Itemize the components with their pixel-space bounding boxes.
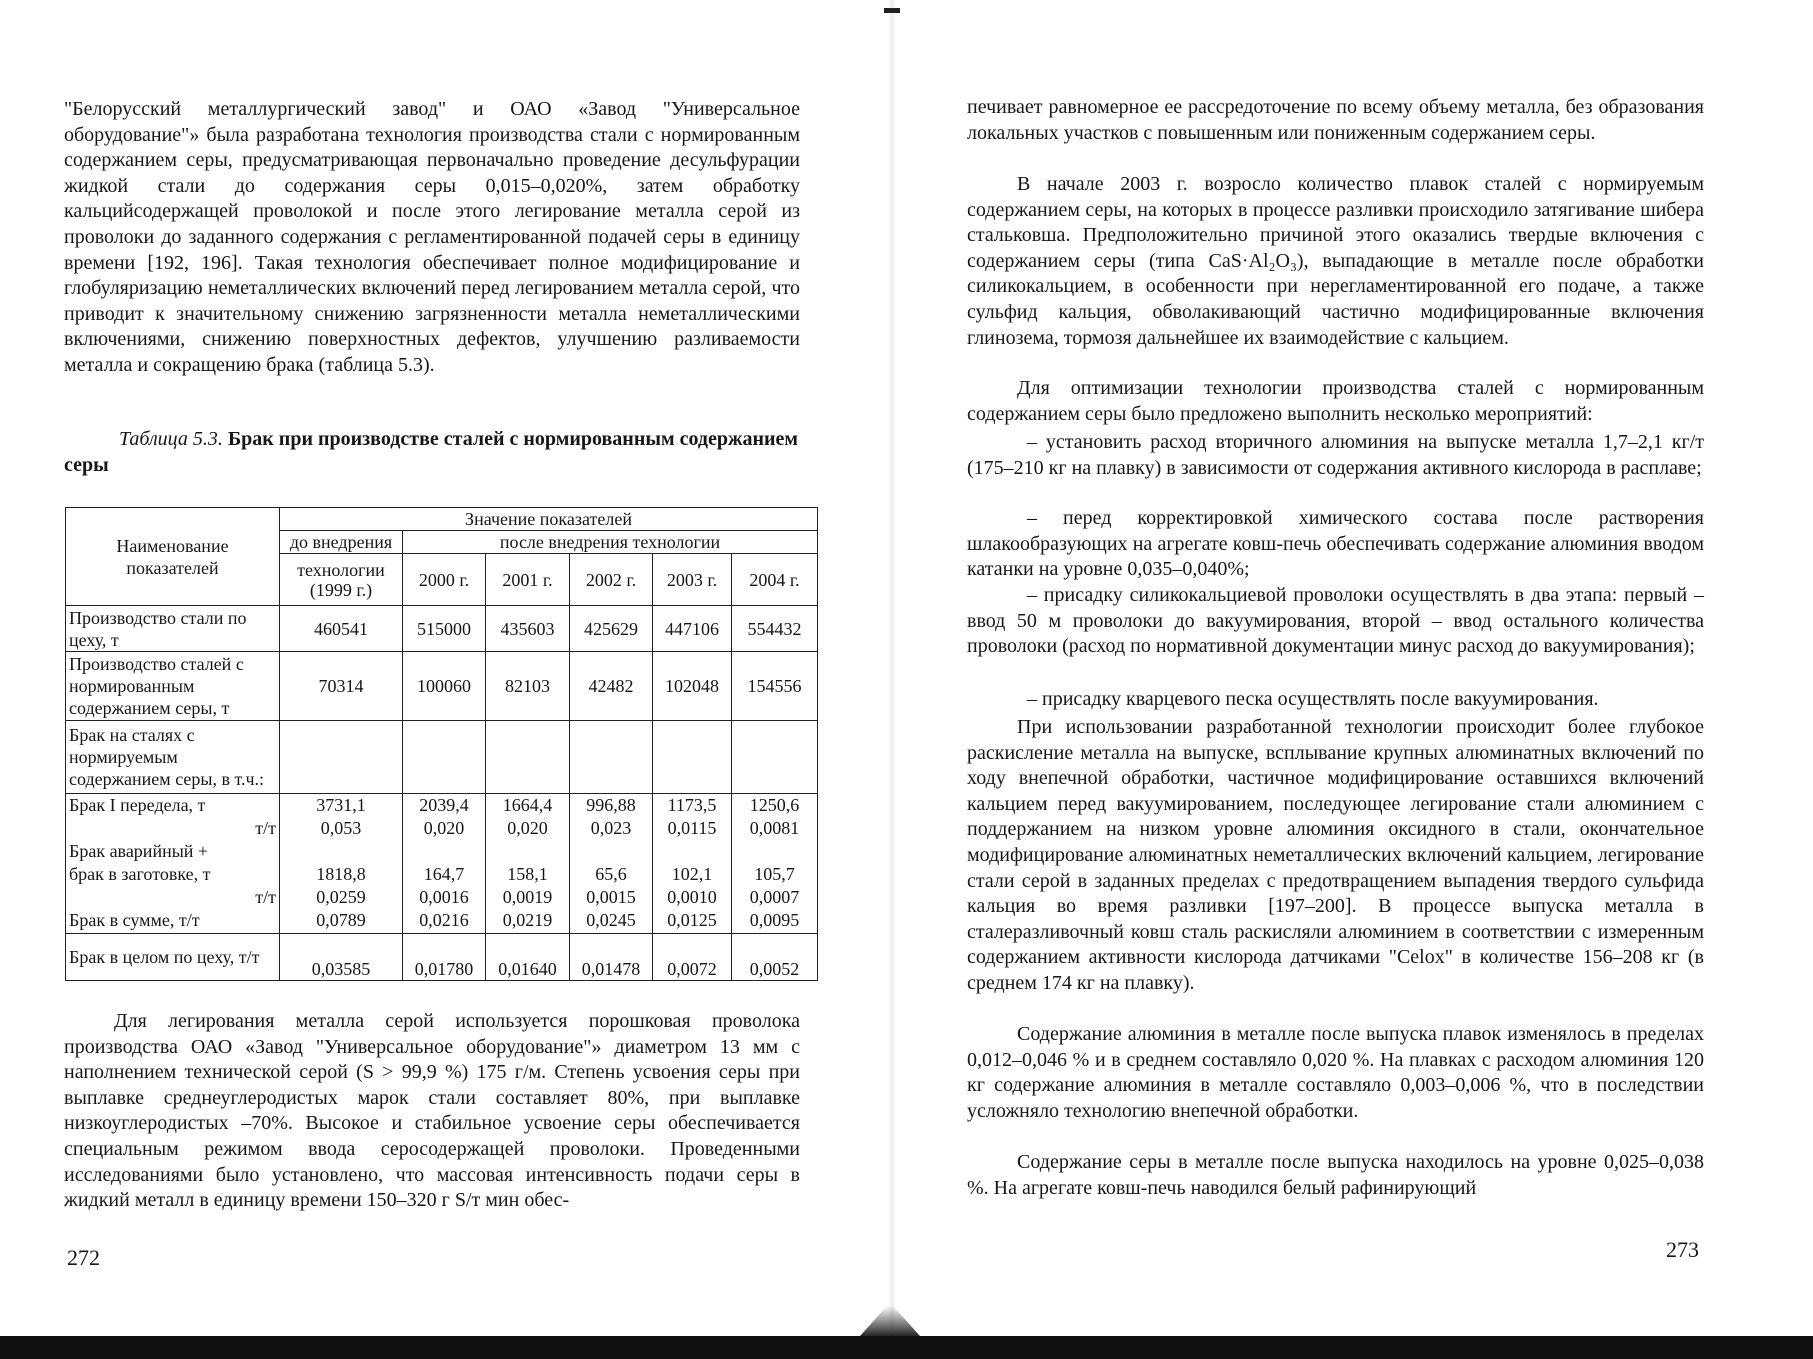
header-year: 2002 г. bbox=[570, 554, 653, 606]
header-year: 2003 г. bbox=[653, 554, 732, 606]
label-total: Брак в сумме, т/т bbox=[69, 910, 200, 930]
row-label: Производство стали по цеху, т bbox=[66, 606, 280, 652]
cell-value: 1250,6 bbox=[749, 795, 800, 815]
right-paragraph-2: В начале 2003 г. возросло количество плавок сталей с нормируемым содержанием серы, на которых в процессе разливки происходило затягивание шибера стальковша. Предположительно причиной этого оказались твердые включения с содержанием серы (типа CaS·Al₂O₃), выпадающие в металле после обработки силикокальцием, в особенности при нерегламентированной его подаче, а также сульфид кальция, обволакивающий частично модифицированные включения глинозема, тормозя дальнейшее их взаимодействие с кальцием. bbox=[967, 173, 1704, 349]
table-row-defect-group bbox=[66, 794, 818, 934]
header-after-group: после внедрения технологии bbox=[403, 531, 818, 554]
right-paragraph-4: – установить расход вторичного алюминия на выпуске металла 1,7–2,1 кг/т (175–210 кг на плавку) в зависимости от содержания активного кислорода в расплаве; bbox=[967, 431, 1704, 479]
cell-value: 102,1 bbox=[671, 864, 713, 884]
cell: 0,01640 bbox=[486, 934, 570, 981]
cell: 425629 bbox=[570, 606, 653, 652]
right-paragraph-5: – перед корректировкой химического состава после растворения шлакообразующих на агрегате ковш-печь обеспечивать содержание алюминия вводом катанки на уровне 0,035–0,040%; bbox=[967, 507, 1704, 581]
left-paragraph-2: Для легирования металла серой используется порошковая проволока производства ОАО «Завод "Универсальное оборудование"» диаметром 13 мм с наполнением технической серой (S > 99,9 %) 175 г/м. Степень усвоения серы при выплавке среднеуглеродистых марок стали составляет 80%, при выплавке низкоуглеродистых –70%. Высокое и стабильное усвоение серы обеспечивается специальным режимом ввода серосодержащей проволоки. Проведенными исследованиями было установлено, что массовая интенсивность подачи серы в жидкий металл в единицу времени 150–320 г S/т мин обес- bbox=[64, 1010, 800, 1212]
cell-value: 0,0015 bbox=[586, 887, 636, 907]
cell-value: 3731,1 bbox=[316, 795, 366, 815]
header-year: 2004 г. bbox=[732, 554, 818, 606]
cell-value: 0,020 bbox=[507, 818, 548, 838]
cell-value: 164,7 bbox=[423, 864, 465, 884]
cell: 447106 bbox=[653, 606, 732, 652]
cell-value: 0,0081 bbox=[749, 818, 800, 838]
cell-stack bbox=[653, 794, 732, 934]
header-before: до внедрения bbox=[280, 531, 403, 554]
table-header-row-1 bbox=[66, 508, 818, 531]
cell-spacer bbox=[656, 840, 728, 863]
cell-value: 0,0010 bbox=[667, 887, 717, 907]
cell-stack bbox=[403, 794, 486, 934]
cell-spacer bbox=[489, 840, 566, 863]
cell-value: 158,1 bbox=[507, 864, 548, 884]
page-number-left: 272 bbox=[67, 1245, 100, 1270]
cell-value: 0,020 bbox=[423, 818, 465, 838]
cell-value: 2039,4 bbox=[419, 795, 469, 815]
table-caption bbox=[64, 427, 800, 478]
row-label-group bbox=[66, 794, 280, 934]
cell bbox=[486, 721, 570, 794]
header-year: 2000 г. bbox=[403, 554, 486, 606]
cell-value: 0,0016 bbox=[419, 887, 469, 907]
cell-value: 0,0219 bbox=[502, 910, 553, 930]
cell-value: 0,0789 bbox=[316, 910, 366, 930]
label-emergency: Брак аварийный + bbox=[69, 841, 209, 861]
right-paragraph-8: При использовании разработанной технологии происходит более глубокое раскисление металла на выпуске, всплывание крупных алюминатных включений по ходу внепечной обработки, частичное модифицирование оставшихся включений кальцием перед вакуумированием, последующее легирование стали алюминием с поддержанием на низком уровне алюминия оксидного в стали, окончательное модифицирование алюминатных неметаллических включений кальцием, легирование стали серой в заданных пределах с предотвращением выпадения твердого сульфида кальция во время разливки [197–200]. В процессе выпуска металла в сталеразливочный ковш сталь раскисляли алюминием в соответствии с измеренным содержанием активности кислорода датчиками "Celox" в количестве 156–208 кг (в среднем 174 кг на плавку). bbox=[967, 716, 1704, 994]
header-year: 2001 г. bbox=[486, 554, 570, 606]
table-caption-title: Брак при производстве сталей с нормированным содержанием серы bbox=[64, 428, 799, 476]
row-label: Производство сталей с нормированным содержанием серы, т bbox=[66, 652, 280, 721]
cell-spacer bbox=[573, 840, 649, 863]
cell bbox=[732, 721, 818, 794]
cell: 515000 bbox=[403, 606, 486, 652]
cell: 100060 bbox=[403, 652, 486, 721]
cell: 460541 bbox=[280, 606, 403, 652]
header-values-group: Значение показателей bbox=[280, 508, 818, 531]
scan-bottom-edge bbox=[0, 1336, 1813, 1359]
right-paragraph-1: печивает равномерное ее рассредоточение по всему объему металла, без образования локальных участков с повышенным или пониженным содержанием серы. bbox=[967, 96, 1704, 144]
header-name-col: Наименование показателей bbox=[66, 508, 280, 606]
table-row bbox=[66, 606, 818, 652]
cell-value: 1173,5 bbox=[667, 795, 717, 815]
cell-value: 1664,4 bbox=[502, 795, 553, 815]
cell: 0,0072 bbox=[653, 934, 732, 981]
right-paragraph-10: Содержание серы в металле после выпуска находилось на уровне 0,025–0,038 %. На агрегате ковш-печь наводился белый рафинирующий bbox=[967, 1151, 1704, 1199]
table-row bbox=[66, 934, 818, 981]
cell-spacer bbox=[283, 840, 399, 863]
cell: 0,01780 bbox=[403, 934, 486, 981]
scan-mark bbox=[884, 8, 900, 13]
cell-value: 0,0019 bbox=[502, 887, 553, 907]
cell-spacer bbox=[735, 840, 814, 863]
label-t-per-t: т/т bbox=[255, 818, 276, 838]
cell: 42482 bbox=[570, 652, 653, 721]
page-number-right: 273 bbox=[1666, 1237, 1699, 1262]
cell: 102048 bbox=[653, 652, 732, 721]
cell-stack bbox=[732, 794, 818, 934]
book-gutter bbox=[888, 0, 896, 1330]
cell: 554432 bbox=[732, 606, 818, 652]
table-row bbox=[66, 652, 818, 721]
right-paragraph-9: Содержание алюминия в металле после выпуска плавок изменялось в пределах 0,012–0,046 % и в среднем составляло 0,020 %. На плавках с расходом алюминия 120 кг содержание алюминия в металле составляло 0,003–0,006 %, что в последствии усложняло технологию внепечной обработки. bbox=[967, 1023, 1704, 1122]
cell: 154556 bbox=[732, 652, 818, 721]
cell bbox=[403, 721, 486, 794]
cell-value: 996,88 bbox=[586, 795, 636, 815]
cell: 0,01478 bbox=[570, 934, 653, 981]
cell-value: 0,0115 bbox=[667, 818, 717, 838]
cell-stack bbox=[280, 794, 403, 934]
cell-value: 0,0125 bbox=[667, 910, 717, 930]
cell-spacer bbox=[406, 840, 482, 863]
right-paragraph-6: – присадку силикокальциевой проволоки осуществлять в два этапа: первый – ввод 50 м проволоки до вакуумирования, второй – ввод остального количества проволоки (расход по нормативной документации минус расход до вакуумирования); bbox=[967, 584, 1704, 658]
cell: 0,03585 bbox=[280, 934, 403, 981]
row-label: Брак в целом по цеху, т/т bbox=[66, 934, 280, 981]
right-paragraph-3: Для оптимизации технологии производства сталей с нормированным содержанием серы было предложено выполнить несколько мероприятий: bbox=[967, 377, 1704, 425]
defect-table bbox=[65, 507, 818, 981]
cell: 82103 bbox=[486, 652, 570, 721]
row-label: Брак на сталях с нормируемым содержанием серы, в т.ч.: bbox=[66, 721, 280, 794]
cell-value: 0,0259 bbox=[316, 887, 366, 907]
cell bbox=[570, 721, 653, 794]
cell: 435603 bbox=[486, 606, 570, 652]
label-billet: брак в заготовке, т bbox=[69, 864, 211, 884]
cell-value: 65,6 bbox=[595, 864, 627, 884]
cell-value: 0,0245 bbox=[586, 910, 636, 930]
header-before-sub: технологии (1999 г.) bbox=[280, 554, 403, 606]
cell-value: 0,053 bbox=[320, 818, 362, 838]
cell: 0,0052 bbox=[732, 934, 818, 981]
table-caption-number: Таблица 5.3. bbox=[119, 428, 223, 450]
cell-value: 1818,8 bbox=[316, 864, 366, 884]
cell-stack bbox=[570, 794, 653, 934]
cell bbox=[653, 721, 732, 794]
table-row bbox=[66, 721, 818, 794]
cell: 70314 bbox=[280, 652, 403, 721]
right-paragraph-7: – присадку кварцевого песка осуществлять после вакуумирования. bbox=[1027, 688, 1599, 710]
left-paragraph-1: "Белорусский металлургический завод" и ОАО «Завод "Универсальное оборудование"» была разработана технология производства стали с нормированным содержанием серы, предусматривающая первоначально проведение десульфурации жидкой стали до содержания серы 0,015–0,020%, затем обработку кальцийсодержащей проволокой и после этого легирование металла серой из проволоки до заданного содержания с регламентированной подачей серы в единицу времени [192, 196]. Такая технология обеспечивает полное модифицирование и глобуляризацию неметаллических включений перед легированием металла серой, что приводит к значительному снижению загрязненности металла неметаллическими включениями, снижению поверхностных дефектов, улучшению разливаемости металла и сокращению брака (таблица 5.3). bbox=[64, 98, 800, 376]
label-first-stage: Брак I передела, т bbox=[69, 795, 206, 815]
label-t-per-t: т/т bbox=[255, 887, 276, 907]
cell-value: 0,0216 bbox=[419, 910, 469, 930]
cell-value: 0,0095 bbox=[749, 910, 800, 930]
cell bbox=[280, 721, 403, 794]
cell-value: 105,7 bbox=[754, 864, 795, 884]
cell-value: 0,023 bbox=[590, 818, 632, 838]
cell-stack bbox=[486, 794, 570, 934]
cell-value: 0,0007 bbox=[749, 887, 800, 907]
